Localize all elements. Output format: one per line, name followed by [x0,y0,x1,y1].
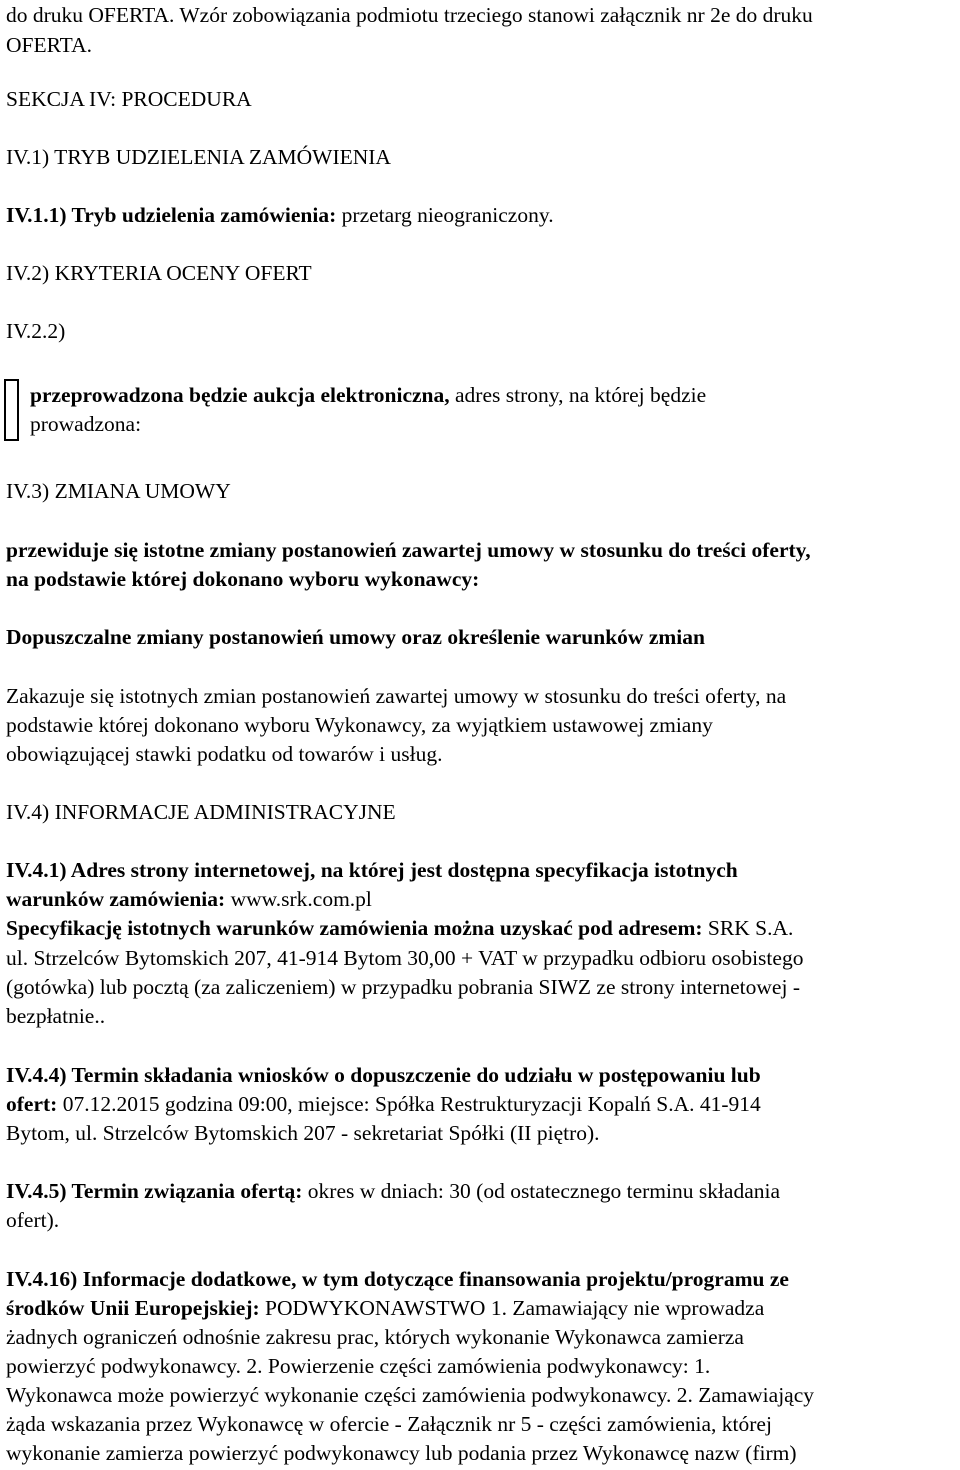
field-value: 07.12.2015 godzina 09:00, miejsce: Spółka Restrukturyzacji Kopalń S.A. 41-914 [57,1092,761,1116]
text-line: podstawie której dokonano wyboru Wykonawcy, za wyjątkiem ustawowej zmiany [6,713,713,737]
text-line: żadnych ograniczeń odnośnie zakresu prac, których wykonanie Wykonawca zamierza [6,1325,744,1349]
bold-paragraph-line [6,540,811,562]
subsection-heading: IV.2) KRYTERIA OCENY OFERT [6,261,312,285]
bold-paragraph-line [6,1065,761,1087]
text-line: Zakazuje się istotnych zmian postanowień zawartej umowy w stosunku do treści oferty, na [6,684,787,708]
field-label: Specyfikację istotnych warunków zamówienia można uzyskać pod adresem: [6,916,703,940]
field-value: adres strony, na której będzie [449,383,707,407]
bold-text: IV.4.16) Informacje dodatkowe, w tym dotyczące finansowania projektu/programu ze [6,1267,789,1291]
field-label: środków Unii Europejskiej: [6,1296,260,1320]
text-line [6,1298,764,1320]
text-line: obowiązującej stawki podatku od towarów i usług. [6,742,443,766]
text-line: prowadzona: [30,412,142,436]
bold-text: Dopuszczalne zmiany postanowień umowy oraz określenie warunków zmian [6,625,705,649]
field-label: przeprowadzona będzie aukcja elektroniczna, [30,383,450,407]
text-line: żąda wskazania przez Wykonawcę w ofercie - Załącznik nr 5 - części zamówienia, której [6,1412,772,1436]
bold-text: przewiduje się istotne zmiany postanowień zawartej umowy w stosunku do treści oferty, [6,538,811,562]
text-line [6,205,554,227]
url-link[interactable]: www.srk.com.pl [225,887,372,911]
bold-paragraph-line [6,569,479,591]
bold-text: IV.4.4) Termin składania wniosków o dopuszczenie do udziału w postępowaniu lub [6,1063,761,1087]
text-line [30,385,706,407]
text-line: wykonanie zamierza powierzyć podwykonawcy lub podania przez Wykonawcę nazw (firm) [6,1441,797,1465]
field-label: warunków zamówienia: [6,887,226,911]
field-label: IV.1.1) Tryb udzielenia zamówienia: [6,203,337,227]
text-line: do druku OFERTA. Wzór zobowiązania podmiotu trzeciego stanowi załącznik nr 2e do druku [6,3,813,27]
field-value: przetarg nieograniczony. [336,203,554,227]
section-heading: SEKCJA IV: PROCEDURA [6,87,252,111]
subsection-heading: IV.3) ZMIANA UMOWY [6,479,231,503]
subsection-heading: IV.1) TRYB UDZIELENIA ZAMÓWIENIA [6,145,391,169]
subsection-heading: IV.4) INFORMACJE ADMINISTRACYJNE [6,800,396,824]
text-line: bezpłatnie.. [6,1004,106,1028]
subsection-heading: IV.2.2) [6,319,66,343]
bold-paragraph-line [6,860,738,882]
text-line: powierzyć podwykonawcy. 2. Powierzenie części zamówienia podwykonawcy: 1. [6,1354,711,1378]
text-line [6,918,793,940]
text-line [6,1094,761,1116]
text-line [6,1181,780,1203]
text-line: ul. Strzelców Bytomskich 207, 41-914 Bytom 30,00 + VAT w przypadku odbioru osobistego [6,946,804,970]
text-line: (gotówka) lub pocztą (za zaliczeniem) w przypadku pobrania SIWZ ze strony internetowej - [6,975,800,999]
checkbox[interactable] [4,379,19,441]
field-value: PODWYKONAWSTWO 1. Zamawiający nie wprowadza [259,1296,765,1320]
text-line: Wykonawca może powierzyć wykonanie części zamówienia podwykonawcy. 2. Zamawiający [6,1383,815,1407]
field-value: okres w dniach: 30 (od ostatecznego terminu składania [302,1179,781,1203]
bold-text: na podstawie której dokonano wyboru wykonawcy: [6,567,480,591]
text-line: OFERTA. [6,33,92,57]
bold-paragraph-line [6,1269,789,1291]
text-line [6,889,372,911]
bold-paragraph-line [6,627,705,649]
field-value: SRK S.A. [702,916,794,940]
text-line: Bytom, ul. Strzelców Bytomskich 207 - sekretariat Spółki (II piętro). [6,1121,600,1145]
text-line: ofert). [6,1208,60,1232]
field-label: ofert: [6,1092,58,1116]
field-label: IV.4.5) Termin związania ofertą: [6,1179,303,1203]
bold-text: IV.4.1) Adres strony internetowej, na której jest dostępna specyfikacja istotnych [6,858,738,882]
